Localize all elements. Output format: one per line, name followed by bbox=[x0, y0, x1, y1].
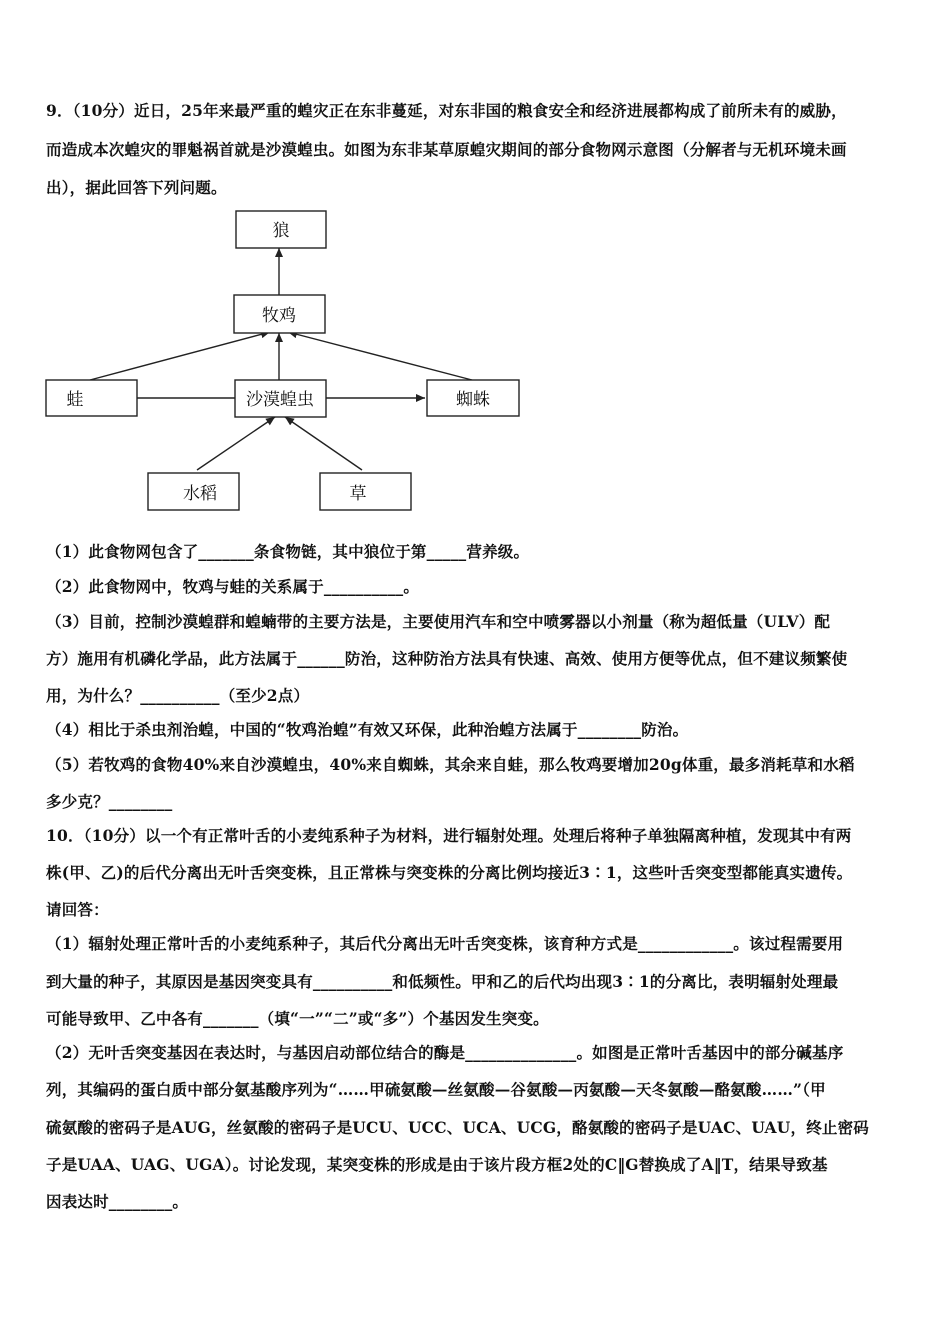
q10-sub-2-line-4: 子是UAA、UAG、UGA）。讨论发现，某突变株的形成是由于该片段方框2处的C‖G替换成了A‖T，结果导致基 bbox=[46, 1155, 828, 1174]
node-locust-label: 沙漠蝗虫 bbox=[246, 390, 314, 410]
arrow-grass-to-locust bbox=[285, 417, 362, 470]
node-grass bbox=[320, 473, 411, 510]
q10-stem-line-2: 株(甲、乙)的后代分离出无叶舌突变株，且正常株与突变株的分离比例均接近3∶1，这些叶舌突变型都能真实遗传。 bbox=[46, 863, 853, 882]
q10-stem-line-1: 10．（10分）以一个有正常叶舌的小麦纯系种子为材料，进行辐射处理。处理后将种子单独隔离种植，发现其中有两 bbox=[46, 826, 852, 845]
q9-stem-line-2: 而造成本次蝗灾的罪魁祸首就是沙漠蝗虫。如图为东非某草原蝗灾期间的部分食物网示意图（分解者与无机环境未画 bbox=[46, 140, 847, 159]
arrow-spider-to-chicken bbox=[288, 332, 472, 380]
q9-sub-3-line-3: 用，为什么？__________（至少2点） bbox=[46, 686, 310, 705]
q10-sub-2-line-2: 列，其编码的蛋白质中部分氨基酸序列为“……甲硫氨酸—丝氨酸—谷氨酸—丙氨酸—天冬氨酸—酪氨酸……”（甲 bbox=[46, 1080, 826, 1099]
q10-sub-1-line-3: 可能导致甲、乙中各有_______（填“一”“二”或“多”）个基因发生突变。 bbox=[46, 1009, 549, 1028]
q10-sub-2-line-1: （2）无叶舌突变基因在表达时，与基因启动部位结合的酶是______________。如图是正常叶舌基因中的部分碱基序 bbox=[46, 1043, 844, 1062]
q9-stem-line-3: 出），据此回答下列问题。 bbox=[46, 178, 227, 197]
q10-sub-1-line-1: （1）辐射处理正常叶舌的小麦纯系种子，其后代分离出无叶舌突变株，该育种方式是____________。该过程需要用 bbox=[46, 934, 844, 953]
arrow-frog-to-chicken bbox=[90, 332, 270, 380]
node-wolf bbox=[236, 211, 326, 248]
node-locust bbox=[235, 380, 326, 417]
node-chicken bbox=[234, 295, 325, 333]
node-spider-label: 蜘蛛 bbox=[456, 390, 490, 410]
q10-sub-1-line-2: 到大量的种子，其原因是基因突变具有__________和低频性。甲和乙的后代均出现3∶1的分离比，表明辐射处理最 bbox=[46, 972, 839, 991]
node-frog bbox=[46, 380, 137, 416]
node-chicken-label: 牧鸡 bbox=[262, 306, 296, 326]
q9-sub-3-line-2: 方）施用有机磷化学品，此方法属于______防治，这种防治方法具有快速、高效、使用方便等优点，但不建议频繁使 bbox=[46, 649, 848, 668]
food-web-diagram bbox=[40, 205, 540, 525]
node-rice-label: 水稻 bbox=[183, 484, 217, 504]
node-rice bbox=[148, 473, 239, 510]
node-frog-label: 蛙 bbox=[66, 390, 84, 410]
node-wolf-label: 狼 bbox=[272, 221, 290, 241]
q9-sub-4: （4）相比于杀虫剂治蝗，中国的“牧鸡治蝗”有效又环保，此种治蝗方法属于________防治。 bbox=[46, 720, 689, 739]
q9-sub-5-line-1: （5）若牧鸡的食物40%来自沙漠蝗虫，40%来自蜘蛛，其余来自蛙，那么牧鸡要增加20g体重，最多消耗草和水稻 bbox=[46, 755, 855, 774]
node-spider bbox=[427, 380, 519, 416]
q10-sub-2-line-5: 因表达时________。 bbox=[46, 1192, 189, 1211]
q9-sub-1: （1）此食物网包含了_______条食物链，其中狼位于第_____营养级。 bbox=[46, 542, 530, 561]
q10-stem-line-3: 请回答： bbox=[46, 900, 109, 919]
q9-sub-3-line-1: （3）目前，控制沙漠蝗群和蝗蝻带的主要方法是，主要使用汽车和空中喷雾器以小剂量（称为超低量（ULV）配 bbox=[46, 612, 831, 631]
q9-sub-5-line-2: 多少克？________ bbox=[46, 792, 173, 811]
node-grass-label: 草 bbox=[349, 484, 367, 504]
q9-stem-line-1: 9．（10分）近日，25年来最严重的蝗灾正在东非蔓延，对东非国的粮食安全和经济进展都构成了前所未有的威胁， bbox=[46, 101, 847, 120]
arrow-rice-to-locust bbox=[197, 417, 275, 470]
q9-sub-2: （2）此食物网中，牧鸡与蛙的关系属于__________。 bbox=[46, 577, 420, 596]
q10-sub-2-line-3: 硫氨酸的密码子是AUG，丝氨酸的密码子是UCU、UCC、UCA、UCG，酪氨酸的密码子是UAC、UAU，终止密码 bbox=[46, 1118, 869, 1137]
